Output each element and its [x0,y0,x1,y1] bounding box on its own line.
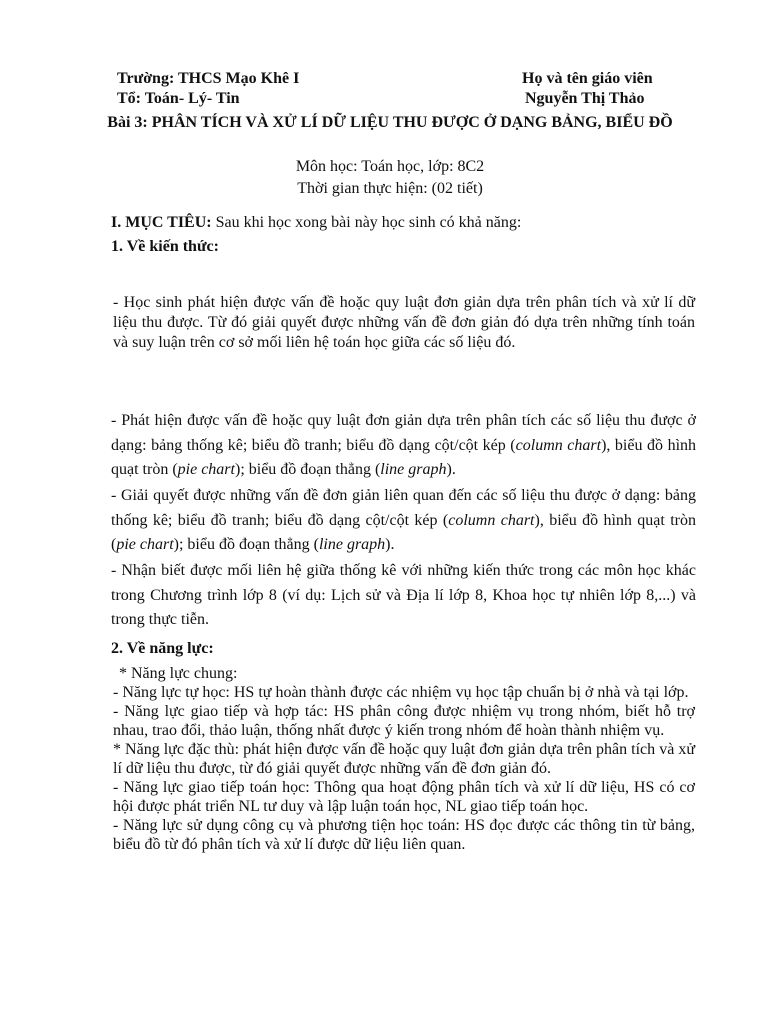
text-span: ), biểu đồ hình quạt tròn ( [111,511,696,553]
competency-heading: 2. Về năng lực: [111,640,214,657]
term-column-chart: column chart [515,436,602,454]
knowledge-paragraph-1: - Học sinh phát hiện được vấn đề hoặc quy luật đơn giản dựa trên phân tích và xử lí dữ liệu thu được. Từ đó giải quyết được những vấn đề đơn giản đó dựa trên những tính toán và suy luận trên cơ sở mối liên hệ toán học giữa các số liệu đó. [113,294,695,351]
objectives-line [111,214,696,232]
text-span: ); biểu đồ đoạn thẳng ( [173,536,319,553]
text-span: - Phát hiện được vấn đề hoặc quy luật đơn giản dựa trên phân tích các số liệu thu được ở dạng: bảng thống kê; biểu đồ tranh; biểu đồ dạng cột/cột kép ( [111,412,696,454]
competency-item: - Năng lực sử dụng công cụ và phương tiện học toán: HS đọc được các thông tin từ bảng, biểu đồ từ đó phân tích và xử lí được dữ liệu liên quan. [113,817,695,853]
knowledge-heading: 1. Về kiến thức: [111,238,219,255]
teacher-name: Nguyễn Thị Thảo [525,90,645,107]
competency-item: * Năng lực đặc thù: phát hiện được vấn đề hoặc quy luật đơn giản dựa trên phân tích và xử lí dữ liệu thu được, từ đó giải quyết được những vấn đề đơn giản đó. [113,741,695,777]
text-span: ), biểu đồ hình quạt tròn ( [111,436,697,478]
objectives-intro: Sau khi học xong bài này học sinh có khả năng: [211,214,522,231]
text-span: ); biểu đồ đoạn thẳng ( [234,461,381,478]
term-line-graph: line graph [318,536,386,553]
lesson-subject: Môn học: Toán học, lớp: 8C2 [295,158,485,175]
lesson-title: Bài 3: PHÂN TÍCH VÀ XỬ LÍ DỮ LIỆU THU ĐƯỢC Ở DẠNG BẢNG, BIỂU ĐỒ [107,114,673,131]
term-column-chart: column chart [448,511,535,529]
text-span: ). [385,536,395,553]
term-pie-chart: pie chart [177,461,235,478]
term-pie-chart: pie chart [116,536,174,553]
teacher-label: Họ và tên giáo viên [522,70,653,87]
competency-list [113,664,695,854]
competency-item: * Năng lực chung: [119,665,238,682]
knowledge-paragraph-3 [111,484,696,558]
competency-item: - Năng lực giao tiếp toán học: Thông qua hoạt động phân tích và xử lí dữ liệu, HS có cơ hội được phát triển NL tư duy và lập luận toán học, NL giao tiếp toán học. [113,779,695,815]
department-name: Tổ: Toán- Lý- Tin [117,90,240,107]
competency-item: - Năng lực giao tiếp và hợp tác: HS phân công được nhiệm vụ trong nhóm, biết hỗ trợ nhau, trao đổi, thảo luận, thống nhất được ý kiến trong nhóm để hoàn thành nhiệm vụ. [113,703,695,739]
term-line-graph: line graph [380,461,447,478]
text-span: ). [446,461,456,478]
school-name: Trường: THCS Mạo Khê I [117,70,300,87]
text-span: - Giải quyết được những vấn đề đơn giản liên quan đến các số liệu thu được ở dạng: bảng thống kê; biểu đồ tranh; biểu đồ dạng cột/cột kép ( [111,487,696,529]
knowledge-paragraph-4: - Nhận biết được mối liên hệ giữa thống kê với những kiến thức trong các môn học khác trong Chương trình lớp 8 (ví dụ: Lịch sử và Địa lí lớp 8, Khoa học tự nhiên lớp 8,...) và trong thực tiễn. [111,562,696,628]
lesson-duration: Thời gian thực hiện: (02 tiết) [297,180,483,197]
objectives-heading: I. MỤC TIÊU: [111,214,212,231]
knowledge-paragraph-2 [111,409,696,483]
competency-item: - Năng lực tự học: HS tự hoàn thành được các nhiệm vụ học tập chuẩn bị ở nhà và tại lớp. [113,684,689,701]
